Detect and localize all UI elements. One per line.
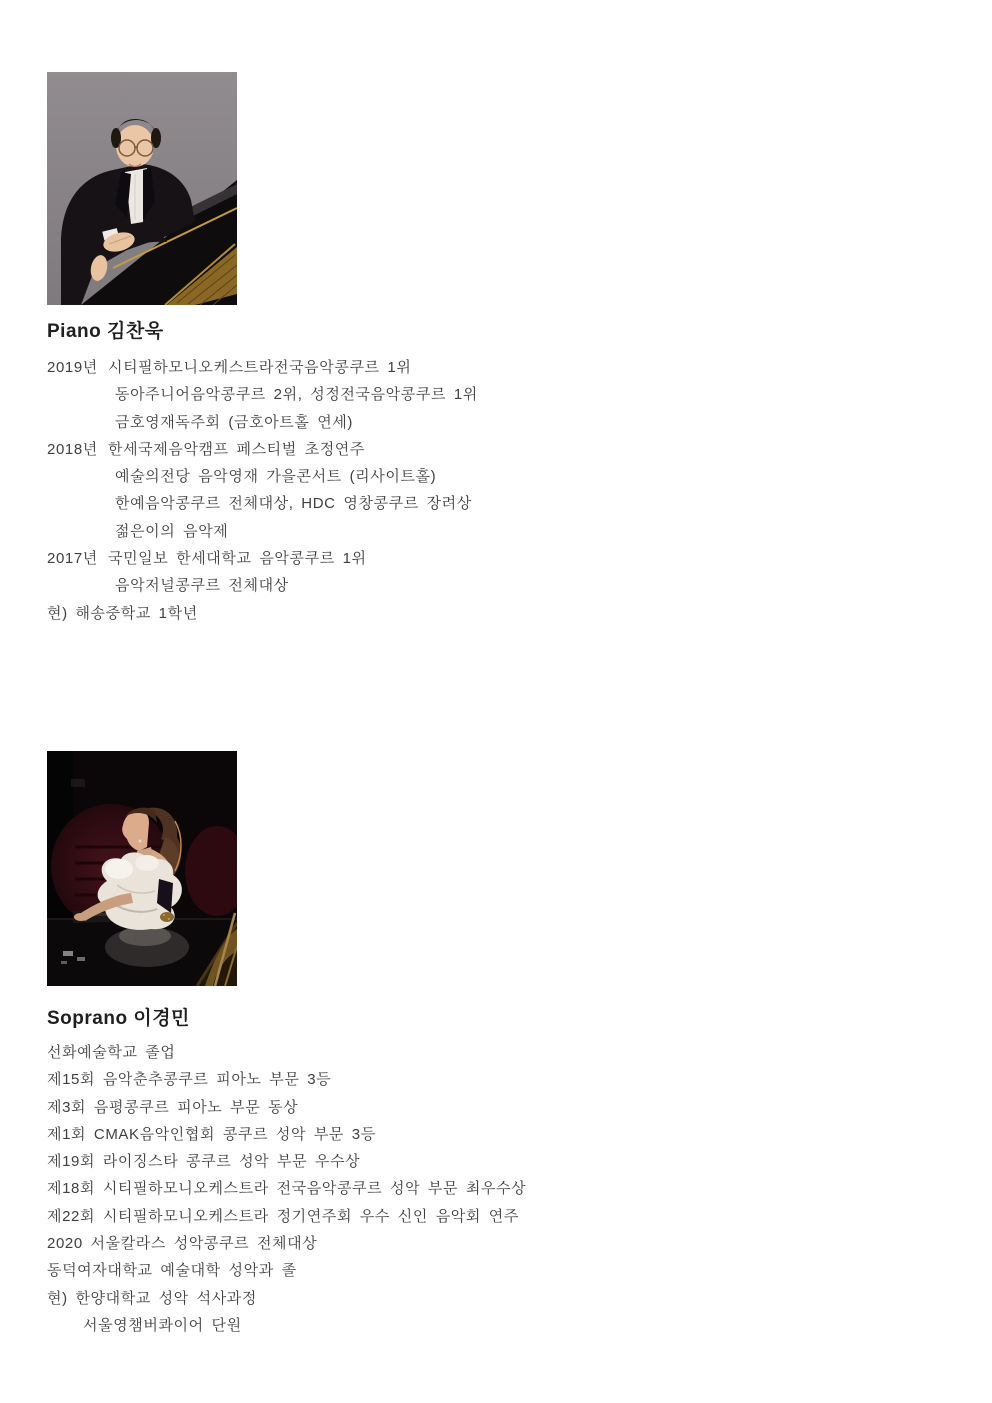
soprano-photo-illustration [47, 751, 237, 986]
bio-text: 음악저널콩쿠르 전체대상 [115, 577, 289, 595]
bio-text: 제1회 CMAK음악인협회 콩쿠르 성악 부문 3등 [47, 1125, 376, 1143]
bio-text: 젊은이의 음악제 [115, 522, 229, 540]
pianist-photo [47, 72, 237, 305]
bio-line [47, 1039, 957, 1066]
bio-text: 서울영챔버콰이어 단원 [83, 1316, 242, 1334]
bio-line [47, 490, 957, 517]
bio-text: 제22회 시티필하모니오케스트라 정기연주회 우수 신인 음악회 연주 [47, 1207, 519, 1225]
bio-line [47, 1066, 957, 1093]
pianist-section [47, 72, 957, 627]
bio-text: 예술의전당 음악영재 가을콘서트 (리사이트홀) [115, 468, 437, 486]
bio-text: 국민일보 한세대학교 음악콩쿠르 1위 [108, 550, 367, 568]
soprano-photo [47, 751, 237, 986]
pianist-title: Piano 김찬욱 [47, 321, 164, 342]
bio-text: 동아주니어음악콩쿠르 2위, 성정전국음악콩쿠르 1위 [115, 386, 478, 404]
bio-line [47, 1285, 957, 1312]
soprano-title: Soprano 이경민 [47, 1008, 190, 1029]
bio-text: 시티필하모니오케스트라전국음악콩쿠르 1위 [108, 359, 412, 376]
soprano-section [47, 751, 957, 1339]
bio-text: 제18회 시티필하모니오케스트라 전국음악콩쿠르 성악 부문 최우수상 [47, 1180, 527, 1198]
bio-line [47, 436, 957, 463]
bio-line [47, 518, 957, 545]
bio-line [47, 1257, 957, 1284]
bio-text: 2020 서울칼라스 성악콩쿠르 전체대상 [47, 1235, 318, 1253]
bio-line [47, 409, 957, 436]
bio-line [47, 545, 957, 572]
soprano-bio [47, 1039, 957, 1339]
bio-line [47, 354, 957, 381]
bio-line [47, 1312, 957, 1339]
bio-line [47, 1175, 957, 1202]
bio-line [47, 572, 957, 599]
bio-line [47, 1203, 957, 1230]
bio-text: 한예음악콩쿠르 전체대상, HDC 영창콩쿠르 장려상 [115, 495, 472, 513]
bio-text: 제19회 라이징스타 콩쿠르 성악 부문 우수상 [47, 1153, 361, 1171]
bio-text: 동덕여자대학교 예술대학 성악과 졸 [47, 1262, 297, 1280]
bio-text: 한세국제음악캠프 페스티벌 초정연주 [108, 440, 365, 458]
bio-text: 제3회 음평콩쿠르 피아노 부문 동상 [47, 1098, 299, 1116]
bio-line [47, 1148, 957, 1175]
pianist-bio [47, 354, 957, 627]
bio-year: 2018년 [47, 440, 98, 458]
bio-year: 2017년 [47, 550, 98, 568]
bio-line [47, 600, 957, 627]
bio-line [47, 1094, 957, 1121]
bio-text: 현) 한양대학교 성악 석사과정 [47, 1289, 257, 1307]
pianist-photo-illustration [47, 72, 237, 305]
bio-year: 2019년 [47, 359, 98, 376]
bio-text: 제15회 음악춘추콩쿠르 피아노 부문 3등 [47, 1071, 332, 1089]
bio-text: 선화예술학교 졸업 [47, 1044, 176, 1061]
bio-line [47, 463, 957, 490]
bio-line [47, 381, 957, 408]
bio-text: 현) 해송중학교 1학년 [47, 604, 198, 622]
bio-line [47, 1230, 957, 1257]
bio-line [47, 1121, 957, 1148]
bio-text: 금호영재독주회 (금호아트홀 연세) [115, 413, 353, 431]
